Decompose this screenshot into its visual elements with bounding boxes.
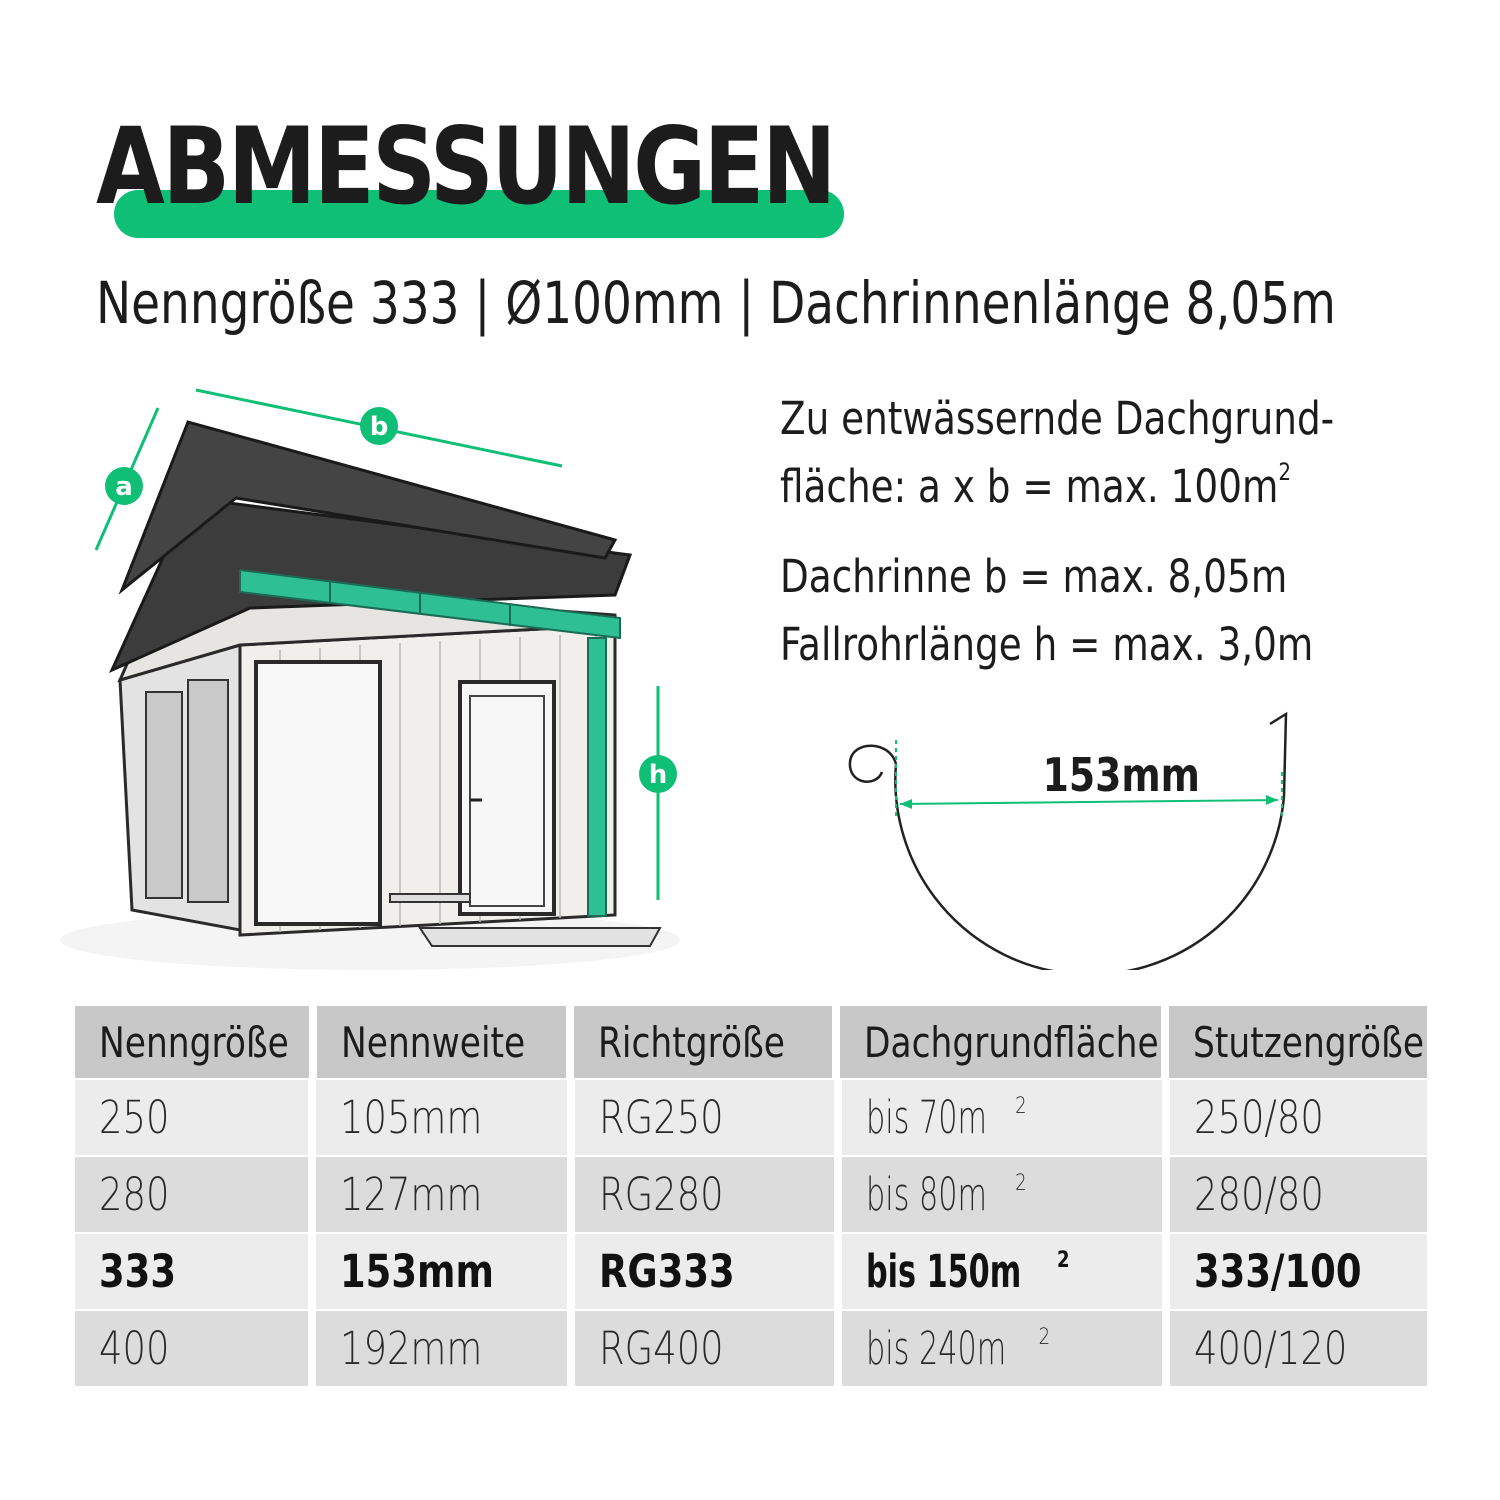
deck <box>420 928 660 946</box>
info-line-3: Dachrinne b = max. 8,05m <box>780 550 1288 603</box>
arrow-right <box>1266 795 1278 805</box>
info-line-2: fläche: a x b = max. $100m^2$ <box>780 458 1292 513</box>
profile-right-hook <box>1270 714 1286 796</box>
front-door <box>460 682 554 914</box>
header-dachgrundflaeche: Dachgrundfläche <box>840 1006 1161 1078</box>
left-window-1 <box>146 692 182 898</box>
bench <box>390 894 470 902</box>
profile-width-label: 153mm <box>1042 748 1200 802</box>
info-text <box>780 385 1480 679</box>
label-b: b <box>369 412 389 442</box>
front-window <box>256 662 380 924</box>
info-line-1: Zu entwässernde Dachgrund- <box>780 392 1335 445</box>
downpipe <box>588 638 606 916</box>
info-line-4: Fallrohrlänge h = max. 3,0m <box>780 618 1314 671</box>
profile-left-bead <box>850 746 896 782</box>
arrow-left <box>900 799 912 809</box>
table-row-highlighted: 333 153mm RG333 bis 150m $^2$ 333/100 <box>75 1234 1427 1309</box>
shed-illustration <box>40 380 700 980</box>
left-window-2 <box>188 680 228 902</box>
label-a: a <box>115 472 133 502</box>
table-header-row <box>75 1006 1427 1078</box>
table-row: 280 127mm RG280 bis 80m $^2$ 280/80 <box>75 1157 1427 1232</box>
header-stutzengroesse: Stutzengröße <box>1169 1006 1427 1078</box>
label-h: h <box>648 760 668 790</box>
header-nenngroesse: Nenngröße <box>75 1006 309 1078</box>
header-richtgroesse: Richtgröße <box>574 1006 832 1078</box>
table-row: 400 192mm RG400 bis 240m $^2$ 400/120 <box>75 1311 1427 1386</box>
gutter-profile-diagram <box>830 700 1310 970</box>
header-nennweite: Nennweite <box>317 1006 566 1078</box>
size-table <box>75 1006 1427 1386</box>
title-block <box>96 105 856 242</box>
table-row: 250 105mm RG250 bis 70m $^2$ 250/80 <box>75 1080 1427 1155</box>
page-subtitle: Nenngröße 333 | Ø100mm | Dachrinnenlänge 8,05m <box>96 269 1336 337</box>
page-title: ABMESSUNGEN <box>96 105 834 228</box>
